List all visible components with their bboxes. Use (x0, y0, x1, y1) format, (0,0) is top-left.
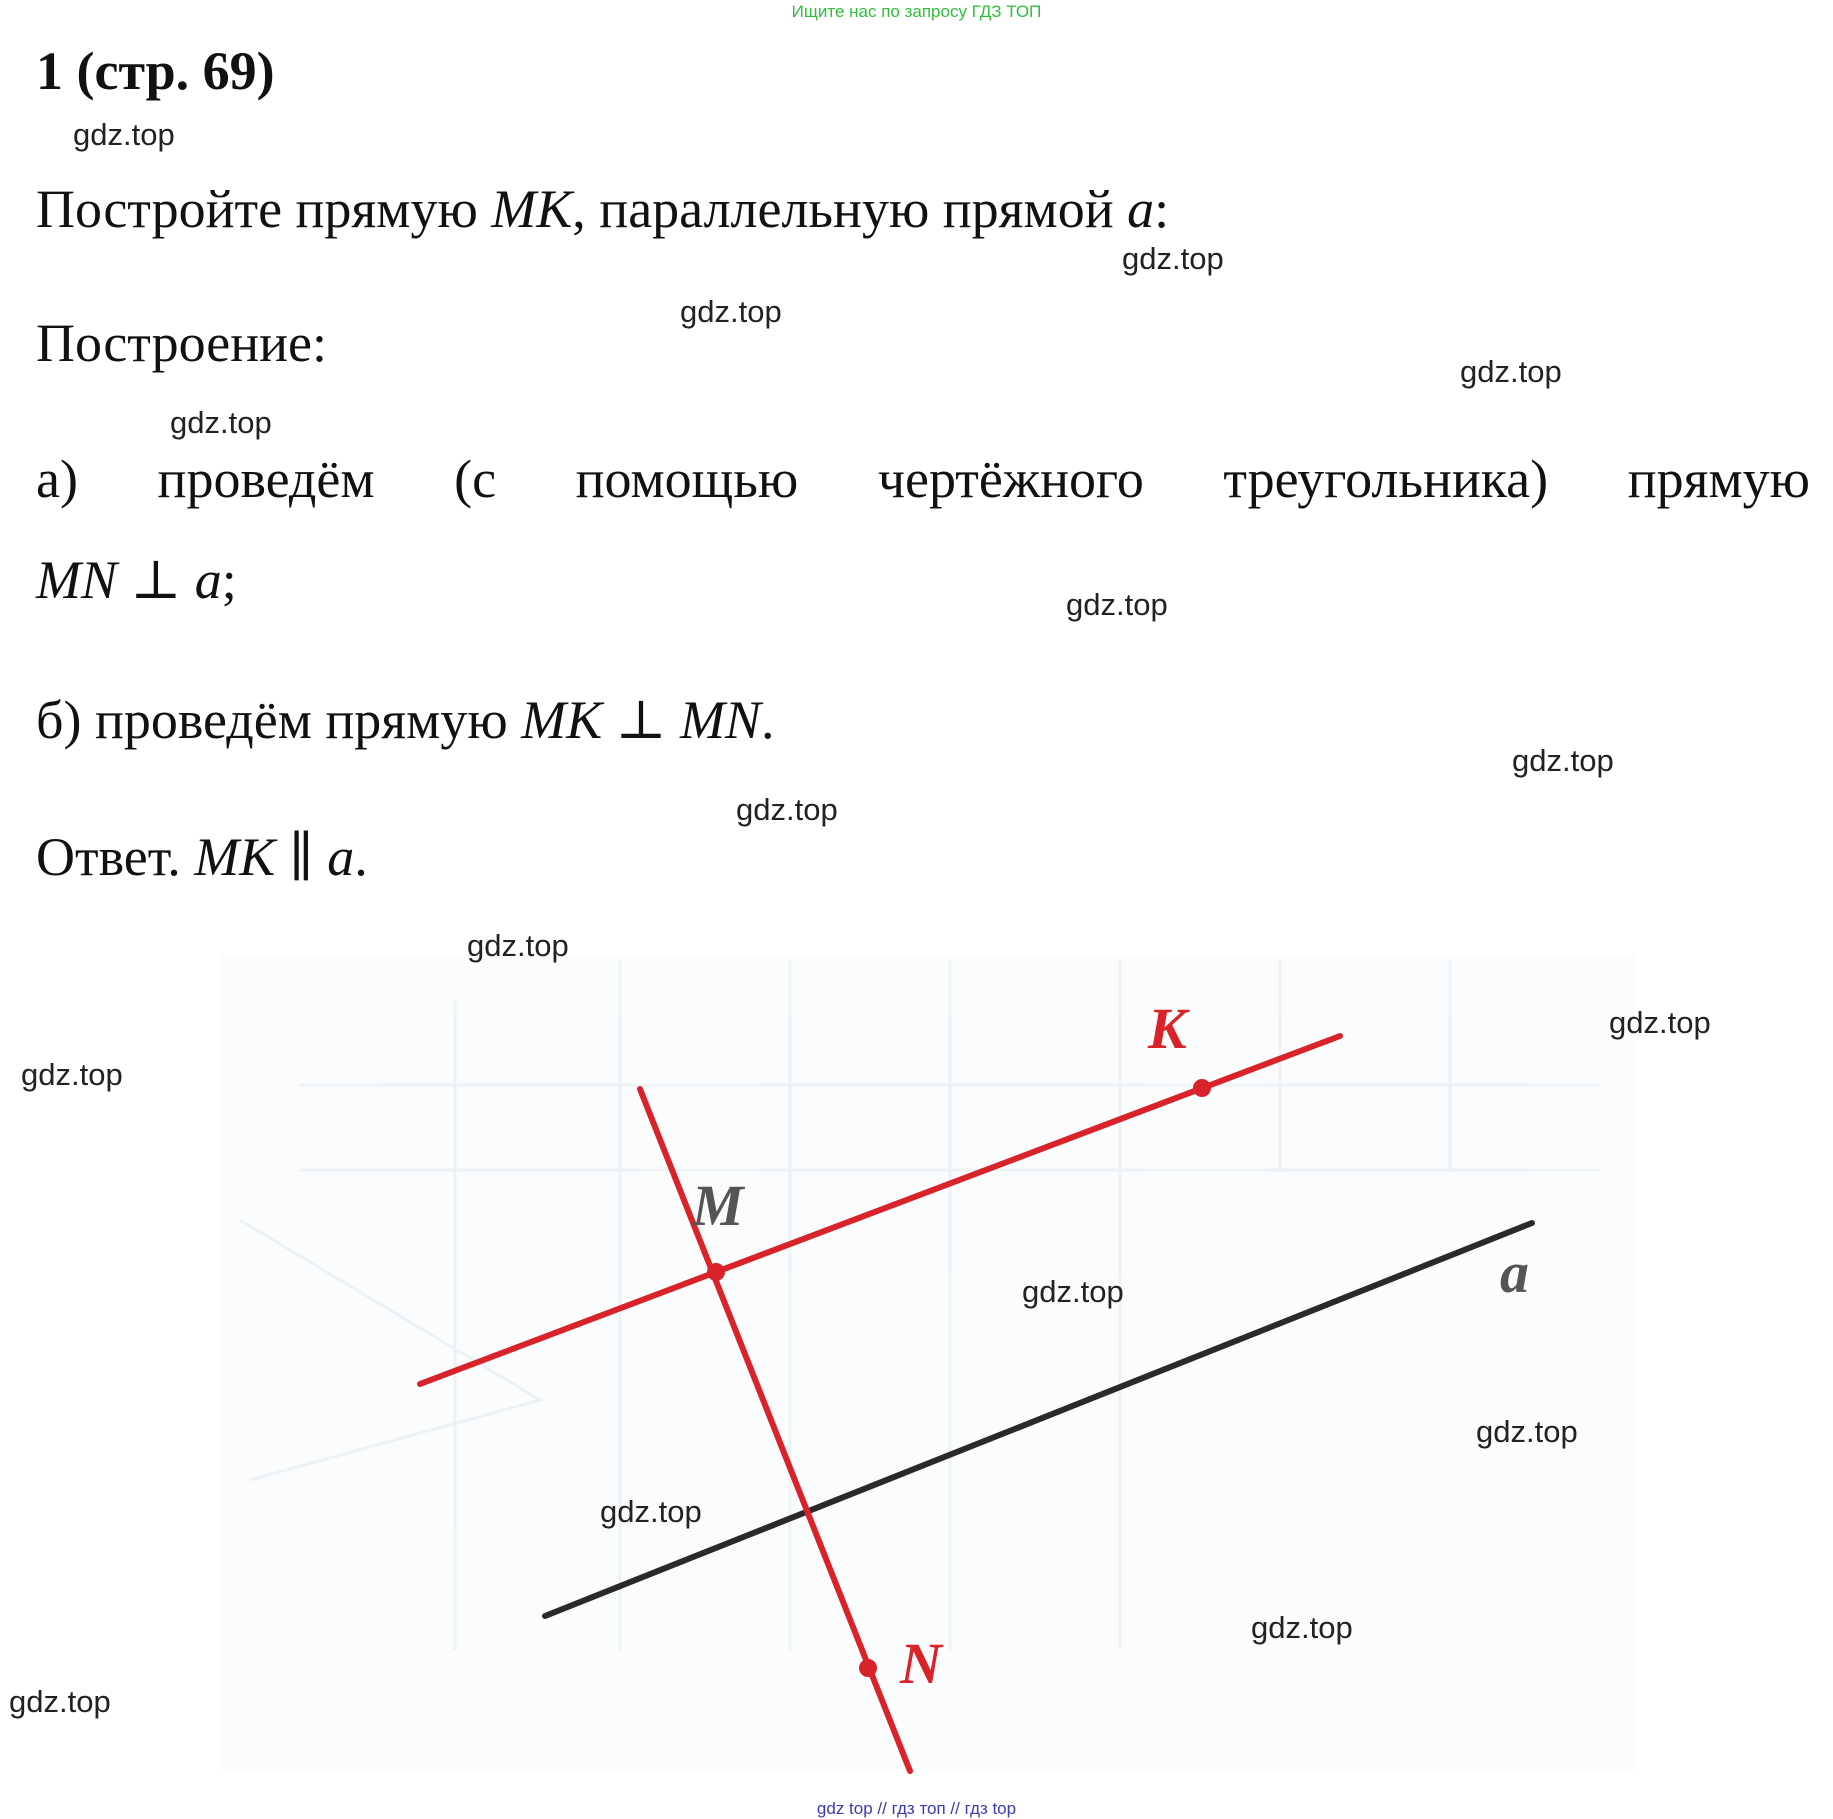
point-k (1193, 1079, 1211, 1097)
answer-line: Ответ. MK ∥ a. (36, 827, 368, 887)
step-a-word: а) (36, 449, 78, 509)
watermark: gdz.top (736, 792, 838, 827)
step-a-continuation: MN ⊥ a; (36, 550, 237, 610)
step-b-line: б) проведём прямую MK ⊥ MN. (36, 690, 775, 750)
watermark: gdz.top (1512, 743, 1614, 778)
step-a-word: прямую (1627, 449, 1810, 509)
step-a-word: (с (454, 449, 497, 509)
exercise-heading: 1 (стр. 69) (36, 41, 275, 101)
watermark: gdz.top (1066, 587, 1168, 622)
watermark: gdz.top (21, 1057, 123, 1092)
task-statement: Постройте прямую MK, параллельную прямой a: (36, 179, 1170, 239)
watermark: gdz.top (170, 405, 272, 440)
step-a-word: помощью (575, 449, 799, 509)
step-a-word: проведём (157, 449, 375, 509)
step-a-word: чертёжного (877, 449, 1144, 509)
watermark: gdz.top (467, 928, 569, 963)
watermark: gdz.top (1460, 354, 1562, 389)
construction-label: Построение: (36, 313, 327, 373)
watermark: gdz.top (1251, 1610, 1353, 1645)
watermark: gdz.top (1609, 1005, 1711, 1040)
label-m: M (692, 1173, 744, 1238)
point-n (859, 1659, 877, 1677)
watermark: gdz.top (9, 1684, 111, 1719)
watermark: gdz.top (600, 1494, 702, 1529)
label-n: N (900, 1631, 942, 1696)
watermark: gdz.top (1122, 241, 1224, 276)
point-m (707, 1263, 725, 1281)
watermark: gdz.top (1476, 1414, 1578, 1449)
step-a-word: треугольника) (1223, 449, 1549, 509)
footer-watermark: gdz top // гдз топ // гдз top (816, 1799, 1017, 1818)
label-k: K (1148, 996, 1187, 1061)
top-banner: Ищите нас по запросу ГДЗ ТОП (791, 2, 1042, 21)
watermark: gdz.top (680, 294, 782, 329)
watermark: gdz.top (1022, 1274, 1124, 1309)
watermark: gdz.top (73, 117, 175, 152)
label-a: a (1500, 1240, 1529, 1305)
